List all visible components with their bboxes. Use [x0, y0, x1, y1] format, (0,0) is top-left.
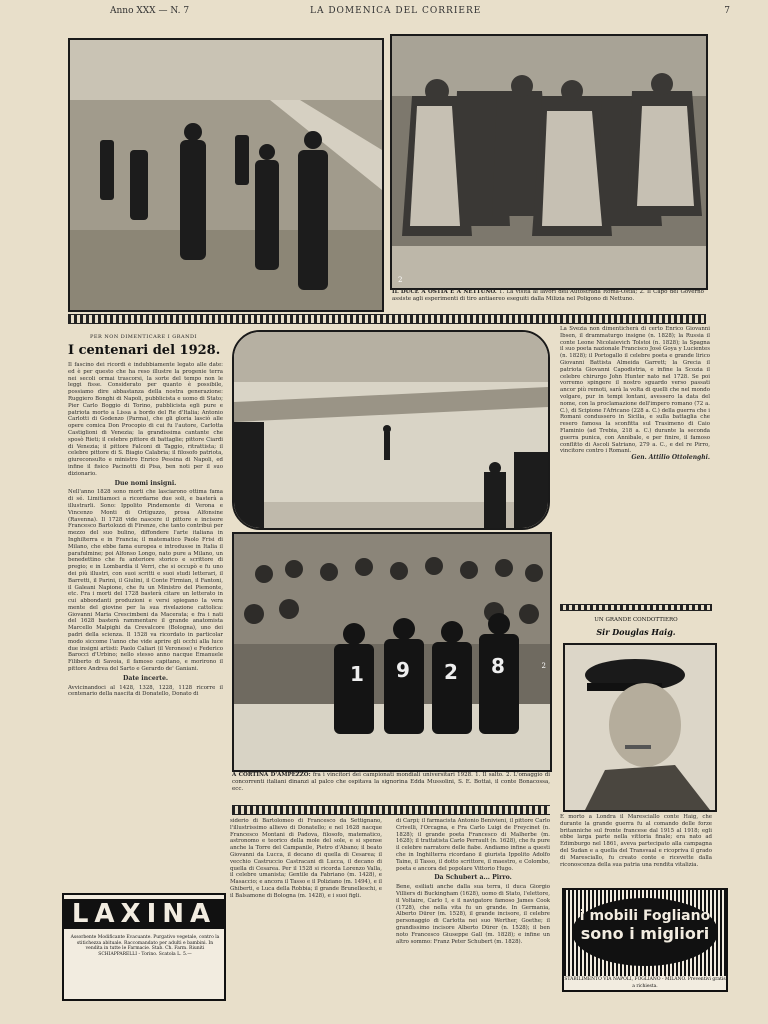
ad-fogliano-footer: STABILIMENTO VIA NAPOLI, FOGLIANO - MILANO. Preventivi gratis a richiesta.	[564, 977, 726, 989]
photo-number: 2	[541, 662, 546, 670]
article-col1-paragraph-1: Il fascino dei ricordi è indubbiamente legato alle date: ed è per questo che ha reso illustre la progenie terra nei secoli ormai trascorsi, la sorte del tempo non le leggi fisse. Considerato per quanto è possibile, possiamo dire abbastanza della nostra generazione: Ruggiero Bonghi di Napoli, pubblicista e uomo di Stato; Pier Carlo Boggio di Torino, pubblicista egli pure e patriota morto a Lissa a bordo del Re d'Italia; Antonio Carlotti di Godenzo (Parma), che gli gloria lasciò alle opere comica Don Procopio di cui fu l'autore, Carlotta Castiglioni di Venezia; la grandissima cantante che sposò Rieti; il celebre pittore di battaglie; pittore Ciardi di Venezia; il pittore Falconi di Taggio, ritrattista; il celebre pittore di S. Biagio Calabria; il filosofo patriota, giureconsulto e ministro Enrico Pessina di Napoli, ed infine il fisico Pacinotti di Pisa, ben noti per il suo dizionario.	[68, 362, 223, 477]
ad-laxina-text: Assorbente Modificante Evacuante. Purgativo vegetale, contro la stitichezza abituale. Raccomandato per adulti e bambini. In vendita in tutte le Farmacie. Stab. Ch. Farm. Riuniti SCHIAPPARELLI - Torino. Scatola L. 5.—	[70, 935, 220, 957]
photo-portrait-haig	[563, 643, 717, 812]
top-caption	[392, 289, 704, 303]
article-col2-paragraph: siderio di Bartolomeo di Francesco da Settignano, l'illustrissimo allievo di Donatello; e nel 1628 nacque Francesco Montani di Padova, filosofo, matematico, astronomo e teorico della mole del sole, e si spense anche la Torre del Campanile, Pietro d'Abano; il beato Giovanni da Lucca, il decano di quella di Cesarea; il vecchio Castruccio Castracani di Lucca, il decano di quella di Cesarea. Per il 1528 si ricorda Lorenzo Valla, il celebre umanista; Gentile da Fabriano (m. 1428), e Masaccio; e ancora il Tasso e il Poliziano (m. 1494), e il Ghiberti, e Luca della Robbia; il grande Brunelleschi, e il Balsamone di Bologna (m. 1428), e i suoi figli.	[230, 818, 382, 899]
ad-laxina	[62, 893, 226, 1001]
photo-construction-site	[68, 38, 384, 312]
jersey-digit-2: 9	[396, 658, 410, 682]
top-caption-text: 1. La visita ai lavori dell'Autostrada Roma-Ostia; 2. Il Capo del Governo assiste agli esperimenti di tiro antiaereo eseguiti dalla Milizia nel Poligono di Nettuno.	[392, 289, 704, 302]
photo-officers-cloaks	[390, 34, 708, 290]
divider-rule	[68, 314, 706, 324]
article-column-4	[560, 326, 710, 594]
portrait-name: Sir Douglas Haig.	[596, 627, 676, 637]
photo-team-1928	[232, 532, 552, 772]
ad-fogliano-line1: i mobili Fogliano	[579, 908, 711, 924]
article-col4-paragraph: La Svezia non dimenticherà di certo Enrico Giovanni Ibsen, il drammaturgo insigne (n. 1828); la Russia il conte Leone Nicolaievich Tolstoi (n. 1828); la Spagna il suo poeta nazionale Francisco José Goya y Lucientes (n. 1828); il Portogallo il celebre poeta e grande lirico Giovanni Battista Almeida Garrett; la Grecia il patriota Giovanni Capodistria, e infine la Scozia il celebre chirurgo John Hunter nato nel 1728. Se poi vorremo spingere il nostro sguardo verso passati ancor più remoti, sarà la volta di quelli che nel mondo volgare, pur in tempi lontani, avessero la data del nome, con la proclamazione dell'impero romano (72 a. C.), di Scipione l'Africano (228 a. C.) della guerra che i Romani condussero in Sicilia, e sulla battaglia che resero famosa la sconfitta sul Trasimeno di Caio Flaminio (ad Trebia, 218 a. C.) durante la seconda guerra punica, con Annibale, e per finire, il famoso conflitto di Ascoli Satriano, 279 a. C., e del re Pirro, vincitore contro i Romani.	[560, 326, 710, 455]
article-col1-subheading-2: Date incerte.	[122, 674, 169, 682]
portrait-caption	[560, 814, 712, 884]
photo-number: 2	[398, 276, 403, 284]
jersey-digit-4: 8	[491, 654, 505, 678]
newspaper-title: LA DOMENICA DEL CORRIERE	[310, 6, 482, 16]
divider-rule-3	[560, 604, 712, 611]
ad-laxina-title: LAXINA	[64, 899, 224, 929]
portrait-kicker: UN GRANDE CONDOTTIERO	[594, 617, 678, 623]
ad-fogliano-line2: sono i migliori	[580, 924, 710, 943]
article-column-2	[230, 818, 382, 1018]
article-signature: Gen. Attilio Ottolenghi.	[631, 454, 710, 462]
article-col1-paragraph-2: Nell'anno 1828 sono morti che lasciarono ottima fama di sé. Limitiamoci a ricordarne due soli, e basterà a illustrarli. Sono: Ippolito Pindemonte di Verona e Vincenzo Monti di Ortiguzzo, prosa Alfonsine (Ravenna). Il 1728 vide nascere il pittore e incisore Francesco Bartolozzi di Firenze, che tanto contribuì per mezzo del suo bulino, diffondere l'arte italiana in Inghilterra e in Francia; il matematico Paolo Frisi di Milano, che ebbe fama europea e introdusse in Italia il parafulmine; poi Alfonso Longo, nato pure a Milano, un benedettino che fu anteriore storico e scrittore di pregio; e in Lombardia il Verri, che si occupò e fu uno dei più illustri, con suoi scritti e suoi studi letterari, il Barretti, il Parini, il Giulini, il Conte Firmian, il Fantoni, il Galeani Napione, che fu un Ministro del Piemonte, etc. Fra i morti del 1728 basterà citare un letterato in cui abbondanti produzioni e versi spiegano la vera mente del giovine per la sua rivelazione cattolica: Giovanni Maria Crescimbeni da Macerata; e fra i nati del 1628 basterà rammentare il grande anatomista Marcello Malpighi da Crevalcore (Bologna), uno dei padri della scienza. Il 1528 va ricordato in particolar modo siccome l'anno che vide aprire gli occhi alla luce due insigni artisti: Paolo Caliari (il Veronese) e Federico Barocci d'Urbino; nello stesso anno nacque Emanuele Filiberto di Savoia, il famoso capitano, e morirono il pittore Andrea del Sarto e Gerardo de' Ganiani.	[68, 489, 223, 673]
article-column-1	[68, 362, 223, 884]
jersey-digit-1: 1	[350, 662, 364, 686]
cortina-caption-text: fra i vincitori dei campionati mondiali universitari 1928. 1. Il salto. 2. L'omaggio di concorrenti italiani dinanzi al palco che ospitava la signorina Edda Mussolini, S. E. Bottai, il conte Bonacossa, ecc.	[232, 772, 550, 792]
article-col1-subheading: Due nomi insigni.	[114, 479, 177, 487]
article-title: I centenari del 1928.	[68, 343, 221, 358]
ad-fogliano-oval	[572, 898, 718, 966]
article-kicker: PER NON DIMENTICARE I GRANDI	[90, 334, 197, 340]
page-header	[110, 6, 730, 20]
portrait-caption-text: È morto a Londra il Maresciallo conte Haig, che durante la grande guerra fu al comando delle forze britanniche sul fronte francese dal 1915 al 1918; egli ebbe larga parte nella vittoria finale; era nato ad Edimburgo nel 1861, aveva partecipato alla campagna del Sudan e a quella del Transvaal e ricopriva il grado di Maresciallo, fu creato conte e ricevette dalla riconoscenza della sua patria una rendita vitalizia.	[560, 814, 712, 868]
article-col3-subheading: Da Schubert a... Pirro.	[434, 874, 512, 882]
cortina-caption-title: A CORTINA D'AMPEZZO:	[232, 772, 311, 778]
divider-rule-2	[232, 805, 550, 815]
article-col1-paragraph-3: Avvicinandoci al 1428, 1328, 1228, 1128 ricorre il centenario della nascita di Donatello, Donato di	[68, 684, 223, 698]
article-column-3	[396, 818, 550, 1018]
photo-ski-jump	[232, 330, 550, 530]
ad-fogliano	[562, 888, 728, 992]
page-number: 7	[724, 6, 730, 16]
issue-number: Anno XXX — N. 7	[110, 6, 190, 16]
article-col3-paragraph-2: Bene, esiliati anche dalla sua terra, il duca Giorgio Villiers di Buckingham (1628), uomo di Stato, l'elettore, il Voltaire, Carlo I, e il navigatore famoso James Cook (1728), che nella vita fu un grande. In Germania, Alberto Dürer (m. 1528), il grande incisore, il celebre personaggio di Carlotta nei suo Werther, Goethe; il grandissimo incisore Alberto Dürer (n. 1528); il ben noto Francesco Giuseppe Gall (m. 1828); e infine un altro sommo: Franz Peter Schubert (m. 1828).	[396, 884, 550, 945]
cortina-caption	[232, 772, 550, 793]
jersey-digit-3: 2	[444, 660, 458, 684]
top-caption-title: IL DUCE A OSTIA E A NETTUNO.	[392, 289, 497, 295]
article-col3-paragraph: di Carpi; il farmacista Antonio Benivieni, il pittore Carlo Crivelli, l'Orcagna, e Fra Carlo Luigi de Freycinet (n. 1828); il grande poeta Francesco di Malherbe (m. 1628); il trattatista Carlo Perrault (n. 1628), che fu pure il celebre narratore delle fiabe. Andiamo infine a questi che in Inghilterra ricordano il giurista Ippolito Adolfo Taine, il Tasso, il dotto scrittore, il maestro, e Colombo, poeta e ancora del popolare Vittorio Hugo.	[396, 818, 550, 872]
